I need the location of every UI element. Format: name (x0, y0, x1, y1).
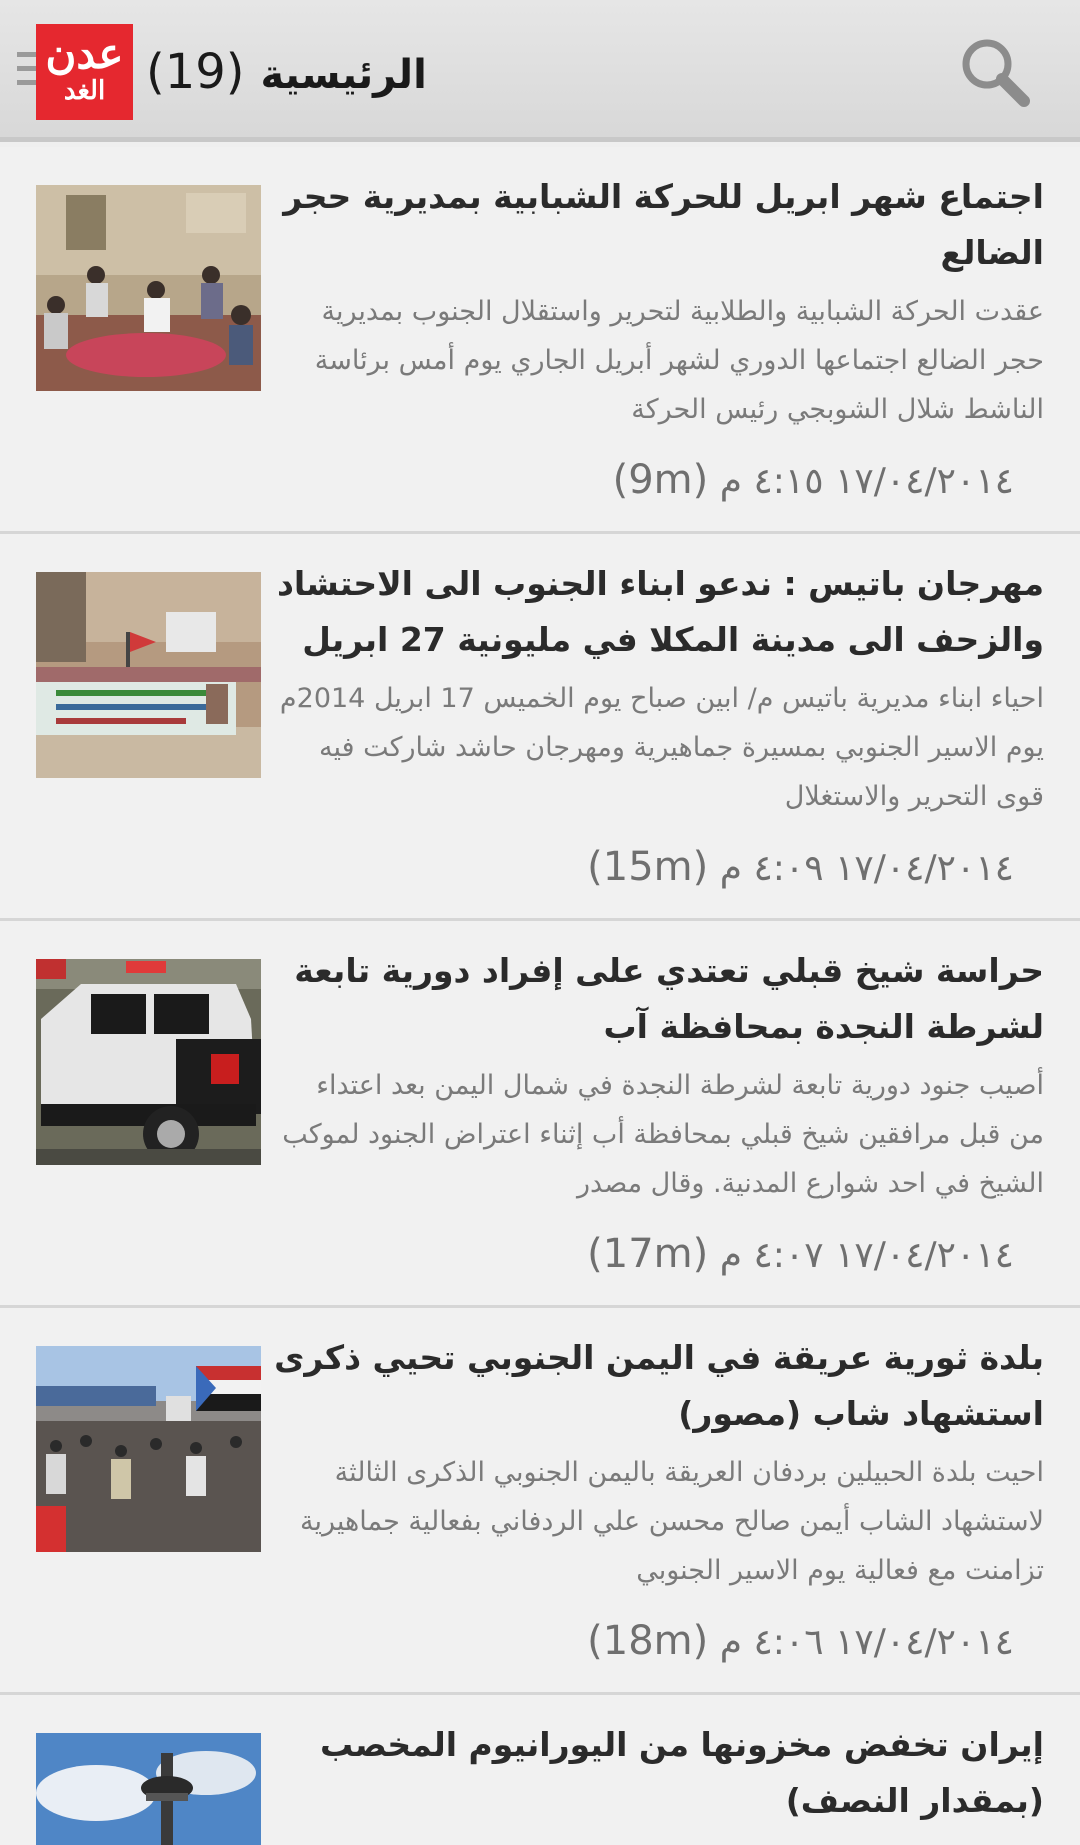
article-thumbnail (36, 185, 261, 391)
list-item[interactable] (0, 921, 1080, 1308)
unread-count: (19) (146, 44, 245, 100)
article-thumbnail (36, 959, 261, 1165)
article-age: (18m) (587, 1618, 709, 1664)
action-bar (0, 0, 1080, 142)
page-title (146, 34, 427, 110)
search-icon (955, 32, 1037, 114)
page-title-text: الرئيسية (260, 52, 427, 98)
logo-text-top: عدن (45, 29, 124, 78)
article-summary: احياء ابناء مديرية باتيس م/ ابين صباح يوم الخميس 17 ابريل 2014م يوم الاسير الجنوبي بمسيرة جماهيرية ومهرجان حاشد شاركت فيه قوى التحرير والاستغلال (279, 683, 1044, 812)
article-text (274, 1330, 1044, 1595)
article-text (274, 556, 1044, 821)
article-headline[interactable]: اجتماع شهر ابريل للحركة الشبابية بمديرية حجر الضالع (283, 177, 1044, 272)
article-text (274, 943, 1044, 1208)
article-text (274, 169, 1044, 434)
article-headline[interactable]: حراسة شيخ قبلي تعتدي على إفراد دورية تابعة لشرطة النجدة بمحافظة آب (294, 951, 1044, 1046)
article-headline[interactable]: بلدة ثورية عريقة في اليمن الجنوبي تحيي ذكرى استشهاد شاب (مصور) (274, 1338, 1044, 1433)
article-headline[interactable]: مهرجان باتيس : ندعو ابناء الجنوب الى الاحتشاد والزحف الى مدينة المكلا في مليونية 27 ابريل (276, 564, 1044, 659)
article-age: (15m) (587, 844, 709, 890)
article-age: (9m) (612, 457, 709, 503)
article-headline[interactable]: إيران تخفض مخزونها من اليورانيوم المخصب (بمقدار النصف) (319, 1725, 1044, 1820)
logo-text-bottom: الغد (63, 76, 106, 106)
list-item[interactable] (0, 147, 1080, 534)
article-thumbnail (36, 572, 261, 778)
article-summary: احيت بلدة الحبيلين بردفان العريقة باليمن الجنوبي الذكرى الثالثة لاستشهاد الشاب أيمن صالح محسن علي الردفاني بفعالية جماهيرية تزامنت مع فعالية يوم الاسير الجنوبي (299, 1457, 1044, 1586)
article-date: ١٧/٠٤/٢٠١٤ ٤:٠٦ م (719, 1622, 1014, 1663)
article-list[interactable] (0, 147, 1080, 1845)
article-meta (300, 1618, 1024, 1664)
article-meta (300, 1231, 1024, 1277)
article-date: ١٧/٠٤/٢٠١٤ ٤:٠٧ م (719, 1235, 1014, 1276)
article-summary: أصيب جنود دورية تابعة لشرطة النجدة في شمال اليمن بعد اعتداء من قبل مرافقين شيخ قبلي بمحافظة أب إثناء اعتراض الجنود لموكب الشيخ في احد شوارع المدنية. وقال مصدر (282, 1070, 1044, 1199)
list-item[interactable] (0, 1308, 1080, 1695)
article-date: ١٧/٠٤/٢٠١٤ ٤:١٥ م (719, 461, 1014, 502)
article-meta (300, 844, 1024, 890)
article-thumbnail (36, 1733, 261, 1845)
article-thumbnail (36, 1346, 261, 1552)
article-date: ١٧/٠٤/٢٠١٤ ٤:٠٩ م (719, 848, 1014, 889)
app-logo[interactable] (36, 24, 133, 120)
article-age: (17m) (587, 1231, 709, 1277)
list-item[interactable] (0, 1695, 1080, 1845)
search-button[interactable] (955, 32, 1037, 114)
list-item[interactable] (0, 534, 1080, 921)
article-summary: عقدت الحركة الشبابية والطلابية لتحرير واستقلال الجنوب بمديرية حجر الضالع اجتماعها الدوري لشهر أبريل الجاري يوم أمس برئاسة الناشط شلال الشوبجي رئيس الحركة (314, 296, 1044, 425)
article-meta (300, 457, 1024, 503)
article-text (274, 1717, 1044, 1835)
